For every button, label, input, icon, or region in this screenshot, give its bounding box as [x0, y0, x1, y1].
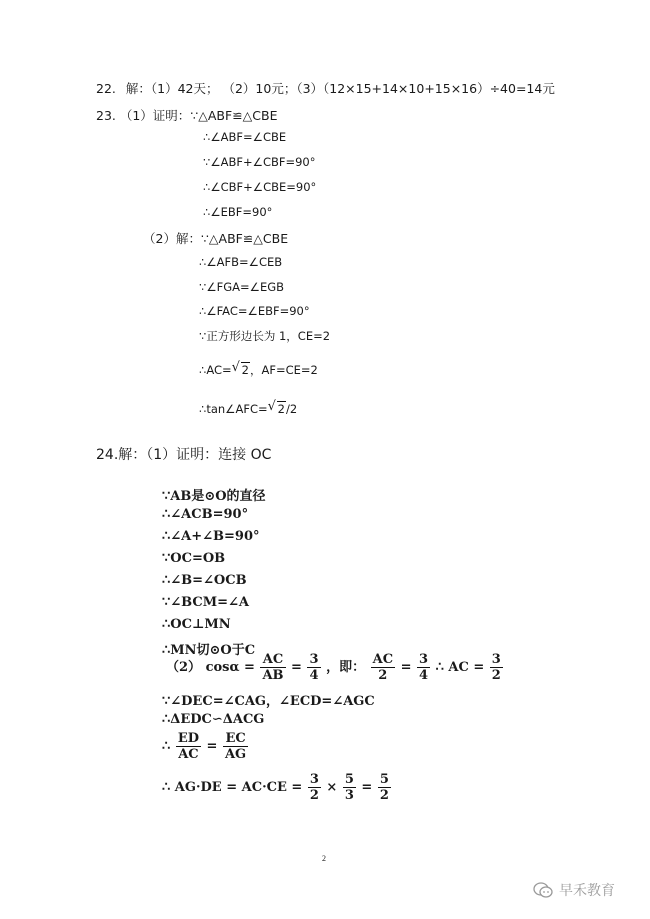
- q24-final-prefix: ∴ AG·DE = AC·CE =: [162, 780, 303, 795]
- frac-den: 4: [309, 668, 319, 683]
- frac-num: AC: [260, 652, 285, 668]
- frac-den: 2: [491, 668, 501, 683]
- equals: =: [400, 660, 412, 675]
- q23-p2-2: ∵∠FGA=∠EGB: [199, 280, 285, 294]
- frac-num: EC: [223, 731, 248, 747]
- q24-proof-2: ∴∠A+∠B=90°: [162, 529, 260, 544]
- frac-ac-ab: [260, 652, 285, 683]
- q24-angles-line: ∵∠DEC=∠CAG，∠ECD=∠AGC: [162, 694, 375, 709]
- q22-line: [96, 79, 555, 97]
- frac-5-2: [378, 772, 391, 803]
- q23-p1-1: ∴∠ABF=∠CBE: [203, 130, 287, 144]
- frac-num: 3: [309, 772, 319, 787]
- q24-part2-line: [166, 652, 504, 683]
- q24-proof-0: ∵AB是⊙O的直径: [162, 489, 266, 504]
- q24-header: 24.解：（1）证明：连接 OC: [96, 447, 272, 463]
- q23-tan-prefix: ∴tan∠AFC=: [199, 402, 268, 416]
- watermark-text: 早禾教育: [559, 883, 615, 899]
- frac-den: 2: [379, 788, 389, 803]
- q24-proof-6: ∴OC⊥MN: [162, 617, 231, 632]
- equals: =: [206, 739, 218, 754]
- frac-den: 2: [378, 668, 388, 683]
- frac-num: 5: [344, 772, 354, 787]
- q24-final-line: [162, 772, 392, 803]
- q23-p1-2: ∵∠ABF+∠CBF=90°: [203, 155, 316, 169]
- frac-den: AC: [178, 747, 199, 762]
- q23-ac-line: [199, 362, 318, 378]
- q23-ac-prefix: ∴AC=: [199, 363, 232, 377]
- frac-den: AG: [224, 747, 247, 762]
- q24-part2-label: （2）: [166, 660, 202, 675]
- q23-p2-0: ∵△ABF≌△CBE: [200, 231, 289, 246]
- q23-p2-4: ∵正方形边长为 1，CE=2: [199, 329, 331, 343]
- q23-tan-sqrt: [267, 399, 286, 416]
- q24-cos: cosα =: [205, 660, 255, 675]
- q23-part1-line: [96, 106, 277, 124]
- frac-num: AC: [372, 652, 394, 667]
- frac-num: 3: [419, 652, 429, 667]
- frac-den: AB: [262, 668, 284, 683]
- q24-proof-5: ∵∠BCM=∠A: [162, 595, 250, 610]
- q22-content: 解：（1）42天； （2）10元；（3）（12×15+14×10+15×16）÷40=14元: [125, 81, 555, 96]
- q23-part2-label: （2）解：: [143, 231, 201, 246]
- q23-part2-line: [143, 229, 288, 247]
- q23-part1-label: 23. （1）证明：: [96, 108, 191, 123]
- q24-similar-line: ∴ΔEDC∽ΔACG: [162, 712, 265, 727]
- frac-num: 5: [379, 772, 389, 787]
- frac-num: 3: [491, 652, 501, 667]
- frac-ed-ac: [176, 731, 201, 762]
- times: ×: [326, 780, 338, 795]
- q24-proof-4: ∴∠B=∠OCB: [162, 573, 247, 588]
- q24-proof-7: ∴MN切⊙O于C: [162, 643, 256, 658]
- frac-den: 4: [419, 668, 429, 683]
- frac-3-4: [307, 652, 320, 683]
- frac-num: 3: [309, 652, 319, 667]
- frac-ac-2: [371, 652, 395, 683]
- q24-ratio-line: [162, 731, 249, 762]
- q24-proof-1: ∴∠ACB=90°: [162, 507, 249, 522]
- frac-5-3: [343, 772, 356, 803]
- q23-ac-suffix: ，AF=CE=2: [249, 363, 318, 377]
- q23-p1-3: ∴∠CBF+∠CBE=90°: [203, 180, 317, 194]
- q24-proof-3: ∵OC=OB: [162, 551, 226, 566]
- q23-tan-radicand: 2: [277, 402, 285, 416]
- frac-den: 3: [344, 788, 354, 803]
- ji-text: ，即：: [326, 660, 366, 675]
- q23-ac-radicand: 2: [241, 363, 249, 377]
- therefore-ac: ∴ AC =: [435, 660, 485, 675]
- watermark: [533, 880, 615, 900]
- equals: =: [361, 780, 373, 795]
- frac-3-2: [490, 652, 503, 683]
- equals: =: [291, 660, 302, 675]
- therefore-symbol: ∴: [162, 739, 171, 754]
- frac-num: ED: [177, 731, 199, 746]
- q23-p2-1: ∴∠AFB=∠CEB: [199, 255, 283, 269]
- q23-tan-suffix: /2: [285, 402, 298, 416]
- frac-ec-ag: [223, 731, 248, 762]
- sqrt-symbol: √: [267, 399, 276, 414]
- q23-p1-4: ∴∠EBF=90°: [203, 205, 273, 219]
- frac-3-2-final: [308, 772, 321, 803]
- q23-tan-line: [199, 399, 298, 416]
- q23-p1-0: ∵△ABF≌△CBE: [190, 108, 278, 123]
- page-number: 2: [322, 854, 326, 863]
- q22-label: 22.: [96, 81, 116, 96]
- frac-den: 2: [309, 788, 319, 803]
- frac-3-4-b: [417, 652, 430, 683]
- q23-ac-sqrt: [231, 360, 250, 377]
- chat-bubble-icon: [533, 881, 553, 899]
- sqrt-symbol: √: [231, 360, 240, 375]
- q23-p2-3: ∴∠FAC=∠EBF=90°: [199, 304, 310, 318]
